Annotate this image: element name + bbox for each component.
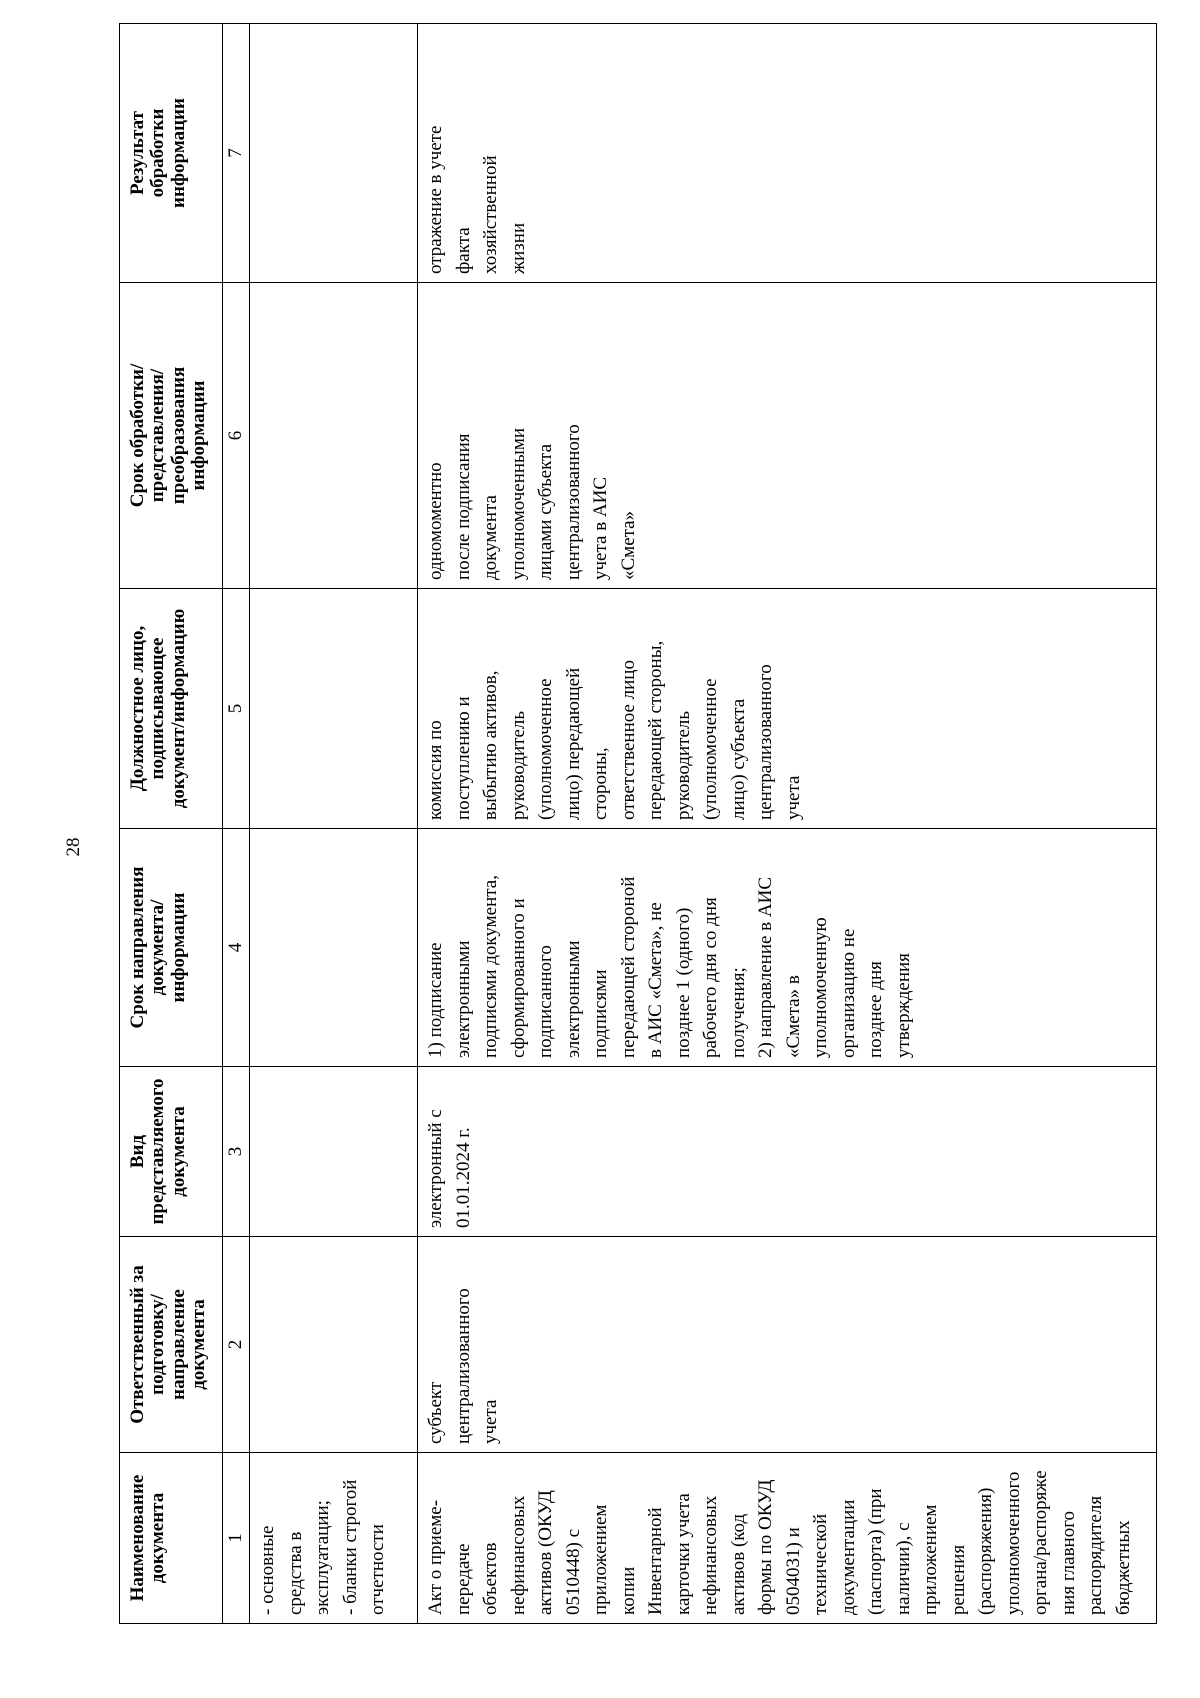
cell-text-line: электронный с [425, 1109, 446, 1228]
table-row [418, 24, 1157, 1624]
cell-text-line: отчетности [367, 1524, 388, 1615]
cell-text-line: 01.01.2024 г. [452, 1127, 474, 1228]
header-cell [120, 1453, 223, 1624]
cell-text-line: комиссия по [425, 720, 446, 820]
cell-text-line: централизованного [562, 424, 584, 580]
cell-text-line: 2) направление в АИС [755, 876, 776, 1058]
cell-text-line: субъект [425, 1381, 446, 1444]
cell-text-line: документ/информацию [167, 608, 189, 809]
cell-text-line: Акт о приеме- [425, 1499, 446, 1615]
header-cell [120, 1067, 223, 1237]
cell-text-line: лицо) передающей [562, 667, 584, 820]
cell-text-line: подписями [590, 969, 611, 1058]
cell-text-line: в АИС «Смета», не [645, 902, 666, 1058]
cell-text-line: представляемого [147, 1078, 169, 1225]
cell-text-line: информации [167, 892, 189, 1003]
cell-text-line: представления/ [147, 368, 169, 503]
column-number: 5 [223, 589, 250, 829]
cell-text-line: наличии), с [892, 1522, 914, 1615]
cell-text-line: подписанного [535, 945, 556, 1058]
table-cell [250, 24, 418, 283]
cell-text-line: Ответственный за [127, 1265, 148, 1424]
cell-text-line: стороны, [590, 747, 611, 820]
cell-text-line: Срок направления [127, 866, 148, 1029]
cell-text-line: факта [452, 227, 474, 274]
cell-text-line: активов (ОКУД [535, 1490, 556, 1615]
table-cell [250, 589, 418, 829]
cell-text-line: «Смета» [617, 510, 639, 580]
table-cell [418, 1237, 1157, 1453]
cell-text-line: передаче [452, 1543, 474, 1615]
cell-text-line: средства в [284, 1531, 306, 1615]
cell-text-line: документа/ [147, 899, 169, 996]
cell-text-line: приложением [590, 1504, 611, 1615]
cell-text-line: Должностное лицо, [127, 625, 148, 792]
rotated-page-content [119, 24, 1156, 1624]
column-number-row [223, 24, 250, 1624]
cell-text-line: Вид [127, 1134, 148, 1169]
cell-text-line: получения; [727, 967, 749, 1058]
table-cell [418, 283, 1157, 589]
table-cell [418, 1067, 1157, 1237]
column-number: 7 [223, 24, 250, 283]
cell-text-line: подписывающее [147, 637, 169, 780]
page-number: 28 [63, 837, 84, 857]
cell-text-line: хозяйственной [480, 155, 501, 274]
cell-text-line: электронными [452, 940, 474, 1058]
cell-text-line: - бланки строгой [339, 1479, 361, 1615]
header-cell [120, 283, 223, 589]
document-table [119, 23, 1157, 1624]
cell-text-line: (уполномоченное [700, 678, 721, 820]
cell-text-line: органа/распоряже [1030, 1470, 1051, 1615]
cell-text-line: (паспорта) (при [865, 1488, 886, 1615]
cell-text-line: электронными [562, 940, 584, 1058]
header-cell [120, 1237, 223, 1453]
cell-text-line: организацию не [837, 928, 859, 1058]
cell-text-line: документа [187, 1299, 209, 1390]
column-number: 6 [223, 283, 250, 589]
header-cell [120, 829, 223, 1067]
cell-text-line: руководитель [672, 710, 694, 820]
cell-text-line: нефинансовых [507, 1495, 529, 1615]
cell-text-line: документации [837, 1499, 859, 1615]
header-row [120, 24, 223, 1624]
cell-text-line: формы по ОКУД [755, 1479, 776, 1615]
column-number: 3 [223, 1067, 250, 1237]
cell-text-line: учета [480, 1399, 501, 1444]
table-cell [250, 1453, 418, 1624]
cell-text-line: поступлению и [452, 696, 474, 820]
cell-text-line: копии [617, 1566, 639, 1615]
cell-text-line: обработки [147, 108, 169, 198]
cell-text-line: выбытию активов, [480, 670, 501, 820]
cell-text-line: направление [167, 1289, 189, 1400]
cell-text-line: передающей стороной [617, 876, 639, 1058]
cell-text-line: ответственное лицо [617, 660, 639, 820]
cell-text-line: бюджетных [1112, 1520, 1134, 1615]
column-number: 2 [223, 1237, 250, 1453]
cell-text-line: после подписания [452, 433, 474, 580]
cell-text-line: передающей стороны, [645, 640, 666, 820]
cell-text-line: руководитель [507, 710, 529, 820]
cell-text-line: информации [187, 380, 209, 491]
cell-text-line: подписями документа, [480, 875, 501, 1058]
cell-text-line: приложением [920, 1504, 941, 1615]
table-cell [418, 24, 1157, 283]
column-number: 4 [223, 829, 250, 1067]
cell-text-line: жизни [507, 222, 529, 274]
cell-text-line: ния главного [1057, 1510, 1079, 1615]
cell-text-line: рабочего дня со дня [700, 897, 721, 1058]
cell-text-line: (уполномоченное [535, 678, 556, 820]
cell-text-line: распорядителя [1085, 1495, 1106, 1615]
cell-text-line: «Смета» в [782, 975, 804, 1058]
table-cell [250, 1067, 418, 1237]
table-cell [250, 829, 418, 1067]
cell-text-line: позднее дня [865, 961, 886, 1058]
cell-text-line: уполномоченного [1002, 1471, 1024, 1615]
header-cell [120, 24, 223, 283]
cell-text-line: документа [480, 495, 501, 580]
cell-text-line: сформированного и [507, 898, 529, 1058]
cell-text-line: технической [810, 1513, 831, 1615]
cell-text-line: утверждения [892, 953, 914, 1058]
table-cell [418, 829, 1157, 1067]
table-cell [418, 1453, 1157, 1624]
cell-text-line: учета в АИС [590, 476, 611, 580]
cell-text-line: карточки учета [672, 1493, 694, 1615]
cell-text-line: одномоментно [425, 462, 446, 580]
cell-text-line: уполномоченными [507, 427, 529, 580]
cell-text-line: - основные [257, 1525, 278, 1615]
column-number: 1 [223, 1453, 250, 1624]
cell-text-line: нефинансовых [700, 1495, 721, 1615]
cell-text-line: решения [947, 1544, 969, 1615]
cell-text-line: централизованного [452, 1288, 474, 1444]
cell-text-line: Инвентарной [645, 1507, 666, 1615]
cell-text-line: (распоряжения) [975, 1487, 996, 1615]
cell-text-line: уполномоченную [810, 917, 831, 1058]
cell-text-line: отражение в учете [425, 125, 446, 274]
cell-text-line: информации [167, 98, 189, 208]
cell-text-line: 0510448) с [562, 1528, 584, 1615]
cell-text-line: 0504031) и [782, 1527, 804, 1615]
cell-text-line: преобразования [167, 366, 189, 505]
cell-text-line: Результат [127, 111, 148, 195]
cell-text-line: учета [782, 775, 804, 820]
table-cell [418, 589, 1157, 829]
cell-text-line: эксплуатации; [312, 1500, 333, 1615]
cell-text-line: централизованного [755, 664, 776, 820]
cell-text-line: документа [167, 1106, 189, 1197]
table-cell [250, 283, 418, 589]
header-cell [120, 589, 223, 829]
cell-text-line: позднее 1 (одного) [672, 907, 694, 1058]
cell-text-line: лицами субъекта [535, 443, 556, 580]
table-cell [250, 1237, 418, 1453]
cell-text-line: лицо) субъекта [727, 698, 749, 820]
cell-text-line: активов (код [727, 1513, 749, 1615]
cell-text-line: Наименование [127, 1474, 148, 1602]
cell-text-line: 1) подписание [425, 942, 446, 1058]
cell-text-line: Срок обработки/ [127, 363, 148, 508]
table-row [250, 24, 418, 1624]
cell-text-line: объектов [480, 1542, 501, 1615]
cell-text-line: документа [147, 1492, 169, 1584]
cell-text-line: подготовку/ [147, 1294, 169, 1395]
